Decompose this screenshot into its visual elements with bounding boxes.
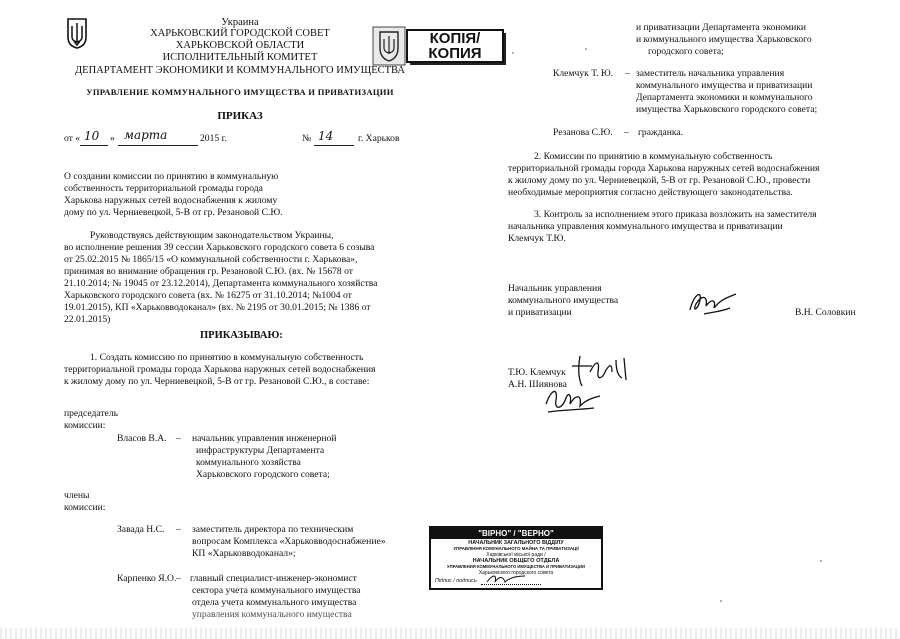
member-name: Клемчук Т. Ю.	[553, 68, 614, 79]
item-2-line: необходимые мероприятия согласно действующего законодательства.	[508, 187, 793, 198]
item-1-line: 1. Создать комиссию по принятию в коммунальную собственность	[90, 352, 364, 363]
chairman-label: председатель	[64, 408, 118, 419]
right-top-line: городского совета;	[648, 46, 724, 57]
order-city: г. Харьков	[358, 133, 400, 144]
verified-stamp-line: УПРАВЛІННЯ КОМУНАЛЬНОГО МАЙНА ТА ПРИВАТИЗАЦІЇ	[453, 546, 579, 551]
item-1-line: к жилому дому по ул. Черниевецкой, 5-В от гр. Резановой С.Ю., в составе:	[64, 376, 370, 387]
executor: А.Н. Шиянова	[508, 379, 567, 390]
verified-stamp-line: Харківської міської ради /	[486, 552, 546, 558]
scan-speck	[512, 52, 514, 54]
coat-of-arms-icon	[66, 17, 88, 49]
member-position: главный специалист-инженер-экономист	[190, 573, 357, 584]
chairman-position: начальник управления инженерной	[192, 433, 337, 444]
verified-stamp	[429, 526, 603, 590]
preamble-line: 19.01.2015), КП «Харьковводоканал» (вх. № 2195 от 30.01.2015; № 1386 от	[64, 302, 371, 313]
order-number-line	[314, 145, 354, 146]
preamble-line: Харьковского городского совета (вх. № 16275 от 31.10.2014; №1004 от	[64, 290, 352, 301]
item-2-line: 2. Комиссии по принятию в коммунальную собственность	[534, 151, 773, 162]
subject-line: дому по ул. Черниевецкой, 5-В от гр. Резановой С.Ю.	[64, 207, 283, 218]
item-2-line: территориальной громады города Харькова наружных сетей водоснабжения	[508, 163, 820, 174]
member-position: заместитель начальника управления	[636, 68, 785, 79]
scan-speck	[820, 560, 822, 562]
member-position: вопросам Комплекса «Харьковводоснабжение»	[192, 536, 386, 547]
order-month-line	[118, 145, 198, 146]
preamble-line: принимая во внимание обращения гр. Резановой С.Ю. (вх. № 15678 от	[64, 266, 353, 277]
header-directorate: УПРАВЛЕНИЕ КОММУНАЛЬНОГО ИМУЩЕСТВА И ПРИВАТИЗАЦИИ	[86, 87, 394, 97]
subject-line: собственность территориальной громады города	[64, 183, 263, 194]
order-word: ПРИКАЗЫВАЮ:	[200, 330, 283, 341]
copy-stamp-line1: КОПІЯ/	[429, 30, 481, 47]
signature-title: коммунального имущества	[508, 295, 619, 306]
header-department: ДЕПАРТАМЕНТ ЭКОНОМИКИ И КОММУНАЛЬНОГО ИМУЩЕСТВА	[75, 65, 405, 76]
order-day: 10	[84, 129, 100, 143]
member-name: Завада Н.С.	[117, 524, 165, 535]
members-label: комиссии:	[64, 502, 106, 513]
header-committee: ИСПОЛНИТЕЛЬНЫЙ КОМИТЕТ	[162, 52, 318, 63]
preamble-line: во исполнение решения 39 сессии Харьковского городского совета 6 созыва	[64, 242, 375, 253]
signature-name: В.Н. Соловкин	[795, 307, 856, 318]
chairman-position: Харьковского городского совета;	[196, 469, 330, 480]
chairman-name: Власов В.А.	[117, 433, 167, 444]
preamble-line: от 25.02.2015 № 1865/15 «О коммунальной собственности г. Харькова»,	[64, 254, 358, 265]
member-position: отдела учета коммунального имущества	[192, 597, 357, 608]
item-3-line: 3. Контроль за исполнением этого приказа возложить на заместителя	[534, 209, 817, 220]
member-name: Резанова С.Ю.	[553, 127, 613, 138]
item-1-line: территориальной громады города Харькова наружных сетей водоснабжения	[64, 364, 376, 375]
scan-speck	[585, 48, 587, 50]
order-year: 2015 г.	[200, 133, 227, 144]
header-council: ХАРЬКОВСКИЙ ГОРОДСКОЙ СОВЕТ	[150, 28, 330, 39]
copy-stamp	[406, 29, 504, 63]
header-oblast: ХАРЬКОВСКОЙ ОБЛАСТИ	[175, 40, 305, 51]
chairman-position: инфраструктуры Департамента	[196, 445, 325, 456]
member-position: имущества Харьковского городского совета;	[636, 104, 818, 115]
verified-stamp-line: Харьковского городского совета	[478, 570, 554, 576]
right-top-line: и приватизации Департамента экономики	[636, 22, 807, 33]
member-position: КП «Харьковводоканал»;	[192, 548, 296, 559]
executor-signature-2	[542, 382, 602, 416]
chairman-dash: –	[176, 433, 181, 444]
scan-speck	[720, 600, 722, 602]
order-day-line	[80, 145, 108, 146]
item-3-line: Клемчук Т.Ю.	[508, 233, 566, 244]
director-signature	[684, 286, 740, 320]
verified-stamp-line: УПРАВЛЕНИЯ КОММУНАЛЬНОГО ИМУЩЕСТВА И ПРИВАТИЗАЦИИ	[447, 564, 585, 569]
member-position: коммунального имущества и приватизации	[636, 80, 813, 91]
member-dash: –	[176, 573, 181, 584]
item-3-line: начальника управления коммунального имущества и приватизации	[508, 221, 783, 232]
order-number-label: №	[302, 133, 312, 144]
member-position: заместитель директора по техническим	[192, 524, 354, 535]
member-dash: –	[625, 68, 630, 79]
member-position: сектора учета коммунального имущества	[192, 585, 361, 596]
subject-line: О создании комиссии по принятию в коммунальную	[64, 171, 279, 182]
emblem-stamp-icon	[372, 26, 406, 66]
verified-stamp-header: "ВІРНО" / "ВЕРНО"	[478, 529, 554, 538]
verified-stamp-line: НАЧАЛЬНИК ОБЩЕГО ОТДЕЛА	[472, 558, 560, 564]
chairman-label: комиссии:	[64, 420, 106, 431]
chairman-position: коммунального хозяйства	[196, 457, 301, 468]
preamble-line: 22.01.2015)	[64, 314, 111, 325]
member-name: Карпенко Я.О.	[117, 573, 177, 584]
item-2-line: к жилому дому по ул. Черниевецкой, 5-В от гр. Резановой С.Ю., провести	[508, 175, 811, 186]
verified-stamp-line: НАЧАЛЬНИК ЗАГАЛЬНОГО ВІДДІЛУ	[468, 540, 564, 546]
order-title: ПРИКАЗ	[217, 110, 263, 122]
right-top-line: и коммунального имущества Харьковского	[636, 34, 812, 45]
preamble-line: Руководствуясь действующим законодательством Украины,	[90, 230, 334, 241]
header-country: Украина	[221, 17, 259, 28]
executor: Т.Ю. Клемчук	[508, 367, 566, 378]
order-month: марта	[124, 128, 168, 142]
order-from-label: от «	[64, 133, 81, 144]
subject-line: Харькова наружных сетей водоснабжения к жилому	[64, 195, 278, 206]
members-label: члены	[64, 490, 90, 501]
member-position: гражданка.	[638, 127, 684, 138]
order-number: 14	[318, 129, 334, 143]
copy-stamp-line2: КОПИЯ	[428, 45, 482, 62]
preamble-line: 21.10.2014; № 19045 от 23.12.2014), Департамента коммунального хозяйства	[64, 278, 378, 289]
member-position: управления коммунального имущества	[192, 609, 352, 620]
signature-title: и приватизации	[508, 307, 572, 318]
member-dash: –	[176, 524, 181, 535]
member-dash: –	[624, 127, 629, 138]
signature-title: Начальник управления	[508, 283, 602, 294]
verified-stamp-sign-label: Підпис / подпись	[435, 578, 477, 584]
member-position: Департамента экономики и коммунального	[636, 92, 813, 103]
scan-edge-noise	[0, 628, 900, 639]
